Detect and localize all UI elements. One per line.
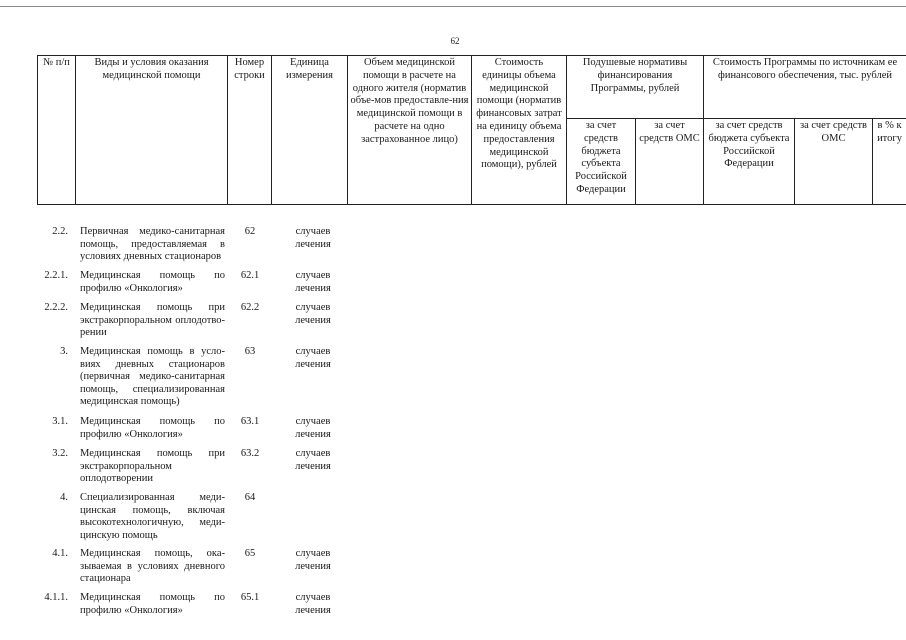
- header-line: Номер строки: [228, 56, 272, 205]
- row-unit: случаев лечения: [295, 548, 331, 572]
- row-number: 4.: [60, 492, 68, 503]
- row-unit: случаев лечения: [295, 416, 331, 440]
- header-program-budget: за счет средств бюджета субъекта Российской Федерации: [704, 119, 795, 205]
- header-type: Виды и условия оказания медицинской помощи: [76, 56, 228, 205]
- row-description: Медицинская помощь в усло-виях дневных стационаров (первичная медико-санитарная помощь, специализированная медицинская помощь): [80, 346, 225, 408]
- row-line-number: 65: [244, 548, 256, 559]
- header-percapita-budget: за счет средств бюджета субъекта Российской Федерации: [567, 119, 636, 205]
- row-description: Медицинская помощь по профилю «Онкология»: [80, 416, 225, 440]
- row-description: Медицинская помощь по профилю «Онкология»: [80, 270, 225, 294]
- header-num: № п/п: [38, 56, 76, 205]
- row-line-number: 64: [244, 492, 256, 503]
- row-number: 2.2.2.: [44, 302, 68, 313]
- row-unit: случаев лечения: [295, 302, 331, 326]
- row-number: 4.1.: [52, 548, 68, 559]
- row-line-number: 62.1: [240, 270, 260, 281]
- row-line-number: 62.2: [240, 302, 260, 313]
- row-line-number: 63.1: [240, 416, 260, 427]
- page-number: 62: [450, 36, 460, 46]
- row-line-number: 63: [244, 346, 256, 357]
- header-program: Стоимость Программы по источникам ее финансового обеспечения, тыс. рублей: [704, 56, 906, 119]
- row-number: 3.: [60, 346, 68, 357]
- row-line-number: 65.1: [240, 592, 260, 603]
- row-number: 4.1.1.: [44, 592, 68, 603]
- header-percapita: Подушевые нормативы финансирования Программы, рублей: [567, 56, 704, 119]
- row-number: 2.2.: [52, 226, 68, 237]
- row-description: Медицинская помощь, ока-зываемая в условиях дневного стационара: [80, 548, 225, 585]
- header-unit: Единица измерения: [272, 56, 348, 205]
- row-description: Специализированная меди-цинская помощь, включая высокотехнологичную, меди-цинскую помощь: [80, 492, 225, 541]
- row-unit: случаев лечения: [295, 592, 331, 616]
- row-unit: случаев лечения: [295, 346, 331, 370]
- header-program-pct: в % к итогу: [873, 119, 906, 205]
- header-percapita-oms: за счет средств ОМС: [636, 119, 704, 205]
- row-description: Первичная медико-санитарная помощь, предоставляемая в условиях дневных стационаров: [80, 226, 225, 263]
- header-volume: Объем медицинской помощи в расчете на одного жителя (норматив объе-мов предоставле-ния медицинской помощи в расчете на одно застрахованное лицо): [348, 56, 472, 205]
- row-number: 2.2.1.: [44, 270, 68, 281]
- row-line-number: 62: [244, 226, 256, 237]
- row-number: 3.2.: [52, 448, 68, 459]
- row-number: 3.1.: [52, 416, 68, 427]
- row-description: Медицинская помощь при экстракорпоральном оплодотво-рении: [80, 302, 225, 339]
- row-unit: случаев лечения: [295, 226, 331, 250]
- row-line-number: 63.2: [240, 448, 260, 459]
- row-description: Медицинская помощь при экстракорпоральном оплодотворении: [80, 448, 225, 485]
- row-unit: случаев лечения: [295, 448, 331, 472]
- row-description: Медицинская помощь по профилю «Онкология»: [80, 592, 225, 616]
- header-program-oms: за счет средств ОМС: [795, 119, 873, 205]
- row-unit: случаев лечения: [295, 270, 331, 294]
- header-cost: Стоимость единицы объема медицинской помощи (норматив финансовых затрат на единицу объема предоставления медицинской помощи), рублей: [472, 56, 567, 205]
